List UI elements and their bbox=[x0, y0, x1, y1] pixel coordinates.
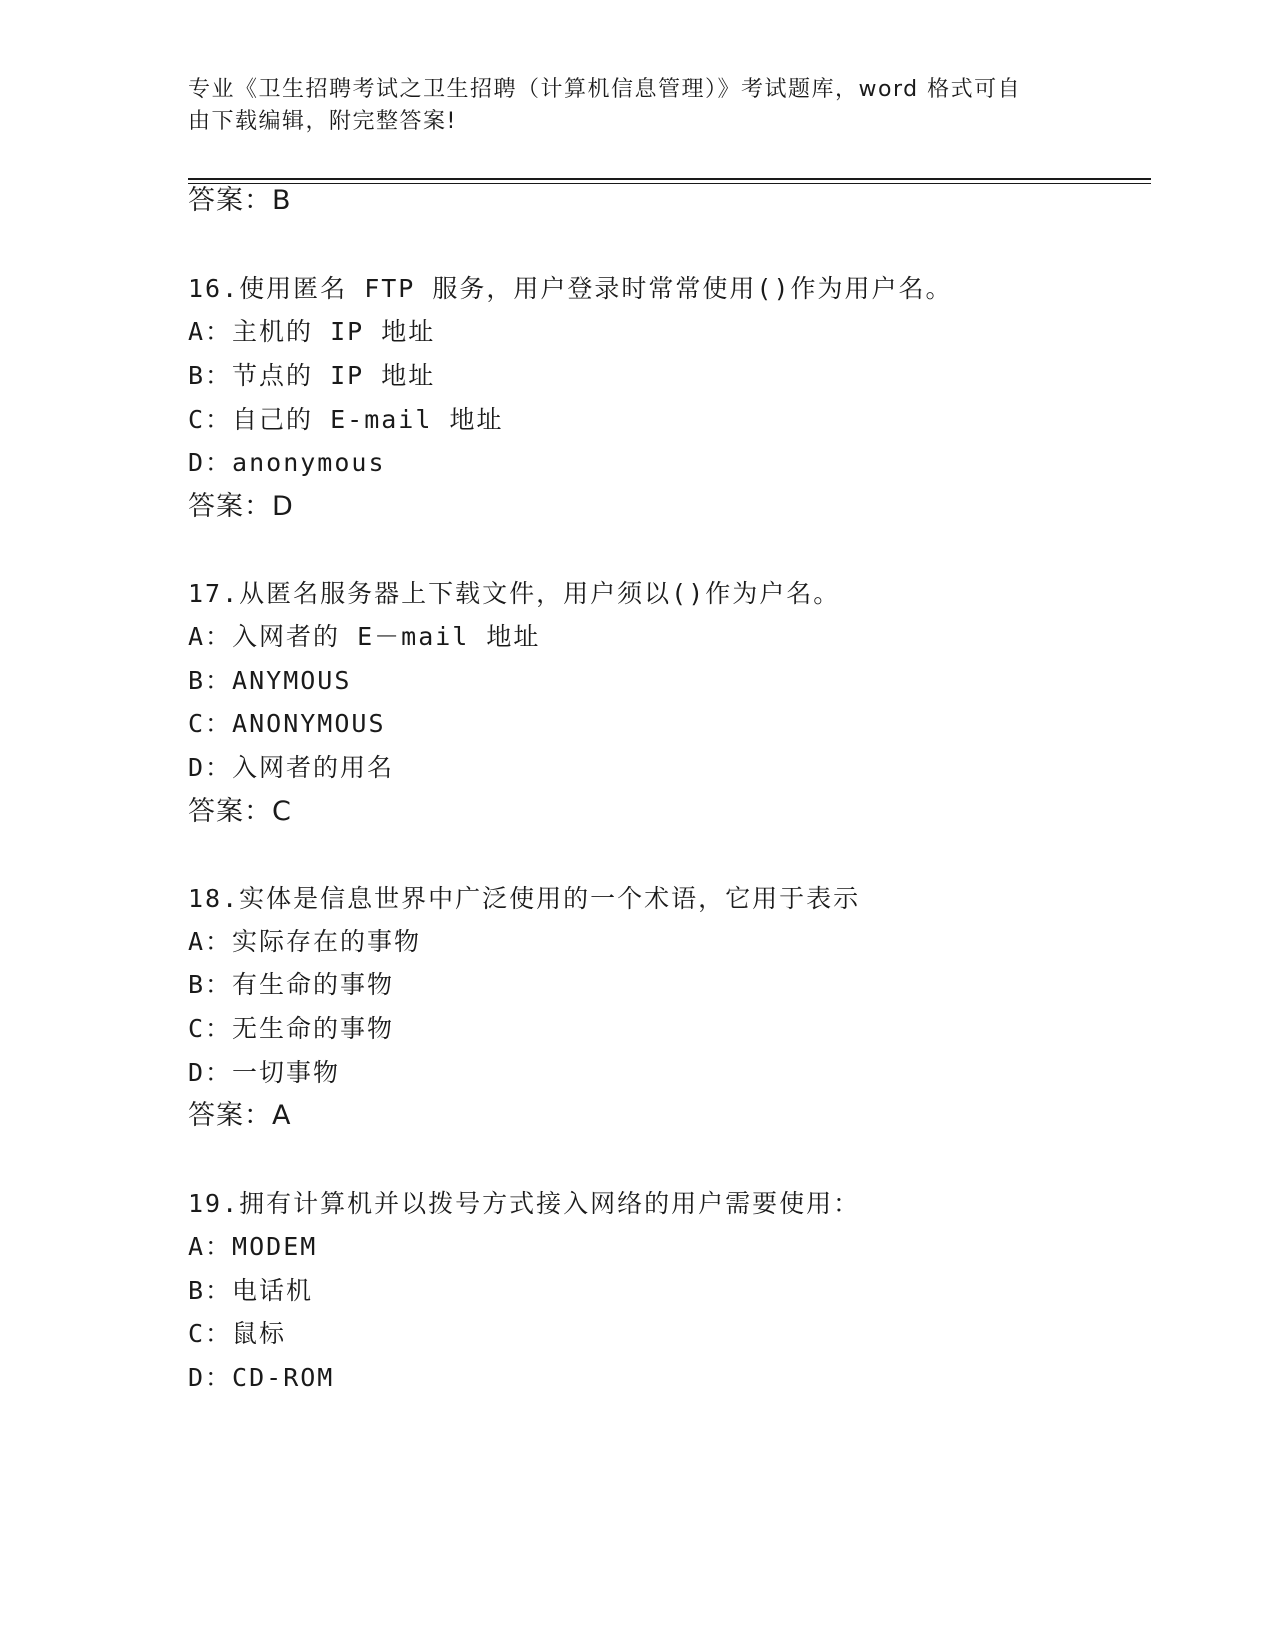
question-17-stem: 17.从匿名服务器上下载文件，用户须以()作为户名。 bbox=[188, 579, 841, 608]
answer-15: 答案：B bbox=[188, 185, 292, 216]
header-rule-thick bbox=[188, 178, 1151, 180]
question-19-option-c: C：鼠标 bbox=[188, 1319, 287, 1348]
question-18-stem: 18.实体是信息世界中广泛使用的一个术语，它用于表示 bbox=[188, 884, 861, 913]
question-16-option-c: C：自己的 E-mail 地址 bbox=[188, 405, 504, 434]
question-19-option-a: A：MODEM bbox=[188, 1232, 318, 1261]
question-16-answer: 答案：D bbox=[188, 491, 294, 522]
question-16-stem: 16.使用匿名 FTP 服务，用户登录时常常使用()作为用户名。 bbox=[188, 274, 953, 303]
question-18-option-d: D：一切事物 bbox=[188, 1058, 341, 1087]
question-17-option-d: D：入网者的用名 bbox=[188, 753, 395, 782]
document-header bbox=[188, 74, 1068, 138]
header-rule-thin bbox=[188, 183, 1151, 184]
question-17-option-a: A：入网者的 E－mail 地址 bbox=[188, 622, 541, 651]
question-19-option-d: D：CD-ROM bbox=[188, 1363, 335, 1392]
header-line-2: 由下载编辑，附完整答案! bbox=[188, 109, 457, 134]
question-18-option-c: C：无生命的事物 bbox=[188, 1014, 395, 1043]
question-16-option-a: A：主机的 IP 地址 bbox=[188, 317, 436, 346]
question-19-stem: 19.拥有计算机并以拨号方式接入网络的用户需要使用： bbox=[188, 1189, 861, 1218]
question-17-option-c: C：ANONYMOUS bbox=[188, 709, 386, 738]
question-17-option-b: B：ANYMOUS bbox=[188, 666, 352, 695]
header-line-1: 专业《卫生招聘考试之卫生招聘（计算机信息管理）》考试题库，word 格式可自 bbox=[188, 77, 1022, 102]
question-18-option-b: B：有生命的事物 bbox=[188, 970, 395, 999]
question-19-option-b: B：电话机 bbox=[188, 1276, 314, 1305]
question-17-answer: 答案：C bbox=[188, 796, 292, 827]
question-16-option-d: D：anonymous bbox=[188, 448, 386, 477]
question-18-answer: 答案：A bbox=[188, 1100, 292, 1131]
question-18-option-a: A：实际存在的事物 bbox=[188, 927, 422, 956]
question-16-option-b: B：节点的 IP 地址 bbox=[188, 361, 436, 390]
